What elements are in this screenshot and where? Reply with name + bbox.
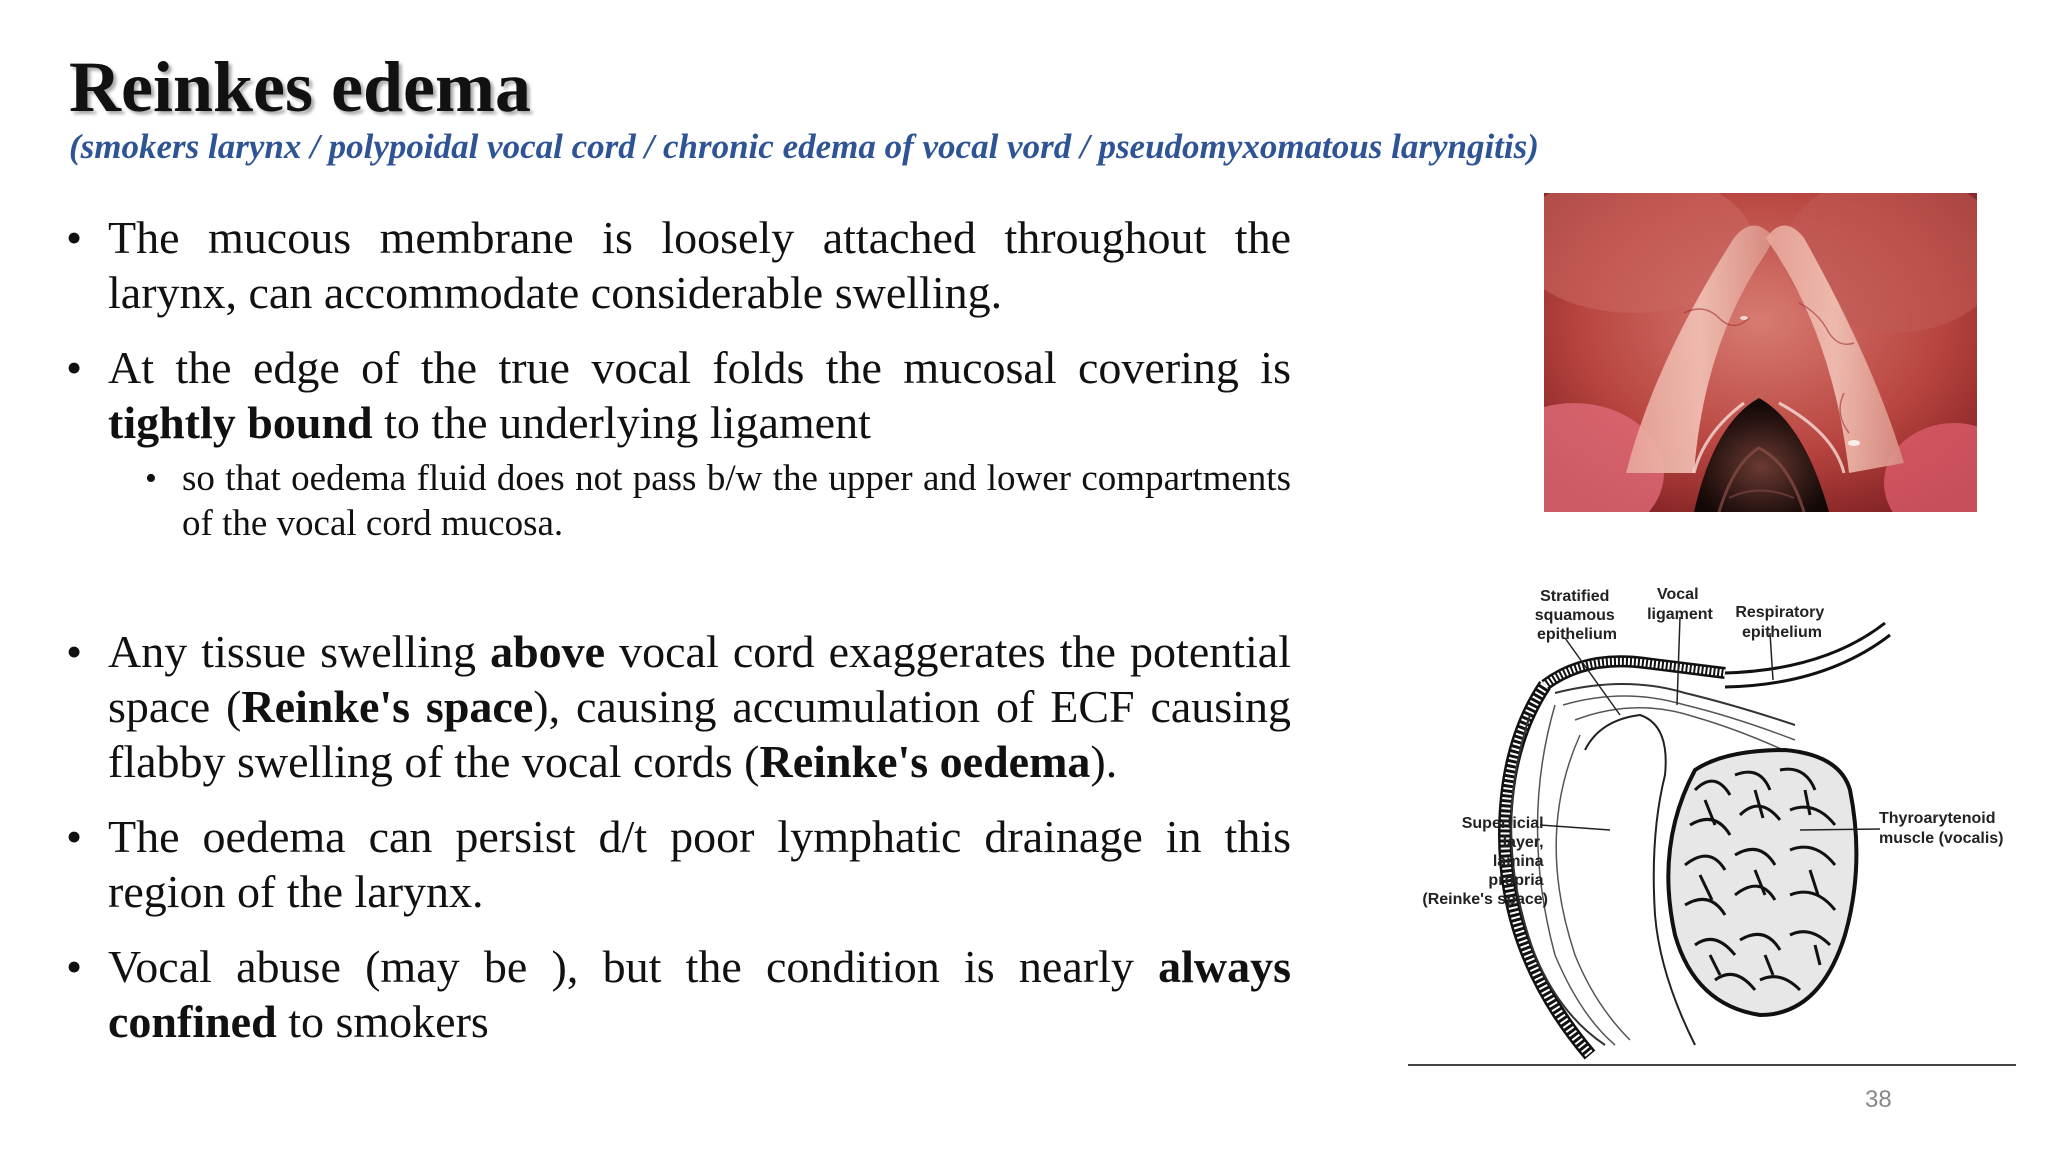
slide-subtitle: (smokers larynx / polypoidal vocal cord / chronic edema of vocal vord / pseudomyxomatous laryngitis) — [69, 127, 1539, 166]
larynx-photo — [1544, 193, 1977, 512]
slide-title: Reinkes edema — [69, 47, 531, 127]
bold-text: above — [490, 626, 606, 677]
bullet-text: to the underlying ligament — [372, 397, 871, 448]
bullet-item — [66, 624, 1291, 789]
bullet-text: Any tissue swelling — [108, 626, 491, 677]
bullet-item — [66, 340, 1291, 450]
bullet-dot: • — [66, 626, 83, 677]
bullet-text: At the edge of the true vocal folds the mucosal covering is — [108, 342, 1291, 393]
bold-text: always confined — [108, 941, 1291, 1047]
bullet-dot: • — [66, 342, 83, 393]
bullet-text: vocal cord exaggerates the potential space ( — [108, 626, 1291, 732]
bold-text: Reinke's space — [241, 681, 534, 732]
label-superficial-layer: Superficial layer, lamina propria (Reinke's space) — [1422, 815, 1548, 908]
page-number: 38 — [1865, 1086, 1892, 1113]
label-thyroarytenoid-muscle: Thyroarytenoid muscle (vocalis) — [1879, 810, 2004, 847]
label-vocal-ligament: Vocal ligament — [1647, 586, 1713, 623]
bullet-dot: • — [66, 811, 83, 862]
vocal-fold-diagram — [1395, 575, 2020, 1075]
bullet-text: The oedema can persist d/t poor lymphatic drainage in this region of the larynx. — [108, 811, 1291, 917]
bold-text: Reinke's oedema — [759, 736, 1091, 787]
bullet-text: so that oedema fluid does not pass b/w the upper and lower compartments of the vocal cord mucosa. — [182, 458, 1291, 544]
bullet-dot: • — [145, 460, 157, 497]
bullet-text: to smokers — [276, 996, 489, 1047]
label-stratified-epithelium: Stratified squamous epithelium — [1534, 588, 1618, 643]
bullet-dot: • — [66, 941, 83, 992]
bullet-text: ). — [1090, 736, 1118, 787]
bullet-list — [66, 210, 1291, 1049]
label-respiratory-epithelium: Respiratory epithelium — [1735, 604, 1825, 641]
bold-text: tightly bound — [108, 397, 373, 448]
bullet-item — [66, 809, 1291, 919]
bullet-item — [66, 939, 1291, 1049]
sub-bullet-item — [66, 456, 1291, 546]
bullet-text: Vocal abuse (may be ), but the condition is nearly — [108, 941, 1159, 992]
bullet-item — [66, 210, 1291, 320]
bullet-text: The mucous membrane is loosely attached throughout the larynx, can accommodate considerable swelling. — [108, 212, 1291, 318]
footer-divider — [1408, 1064, 2016, 1066]
bullet-text: ), causing accumulation of ECF causing flabby swelling of the vocal cords ( — [108, 681, 1291, 787]
bullet-dot: • — [66, 212, 83, 263]
